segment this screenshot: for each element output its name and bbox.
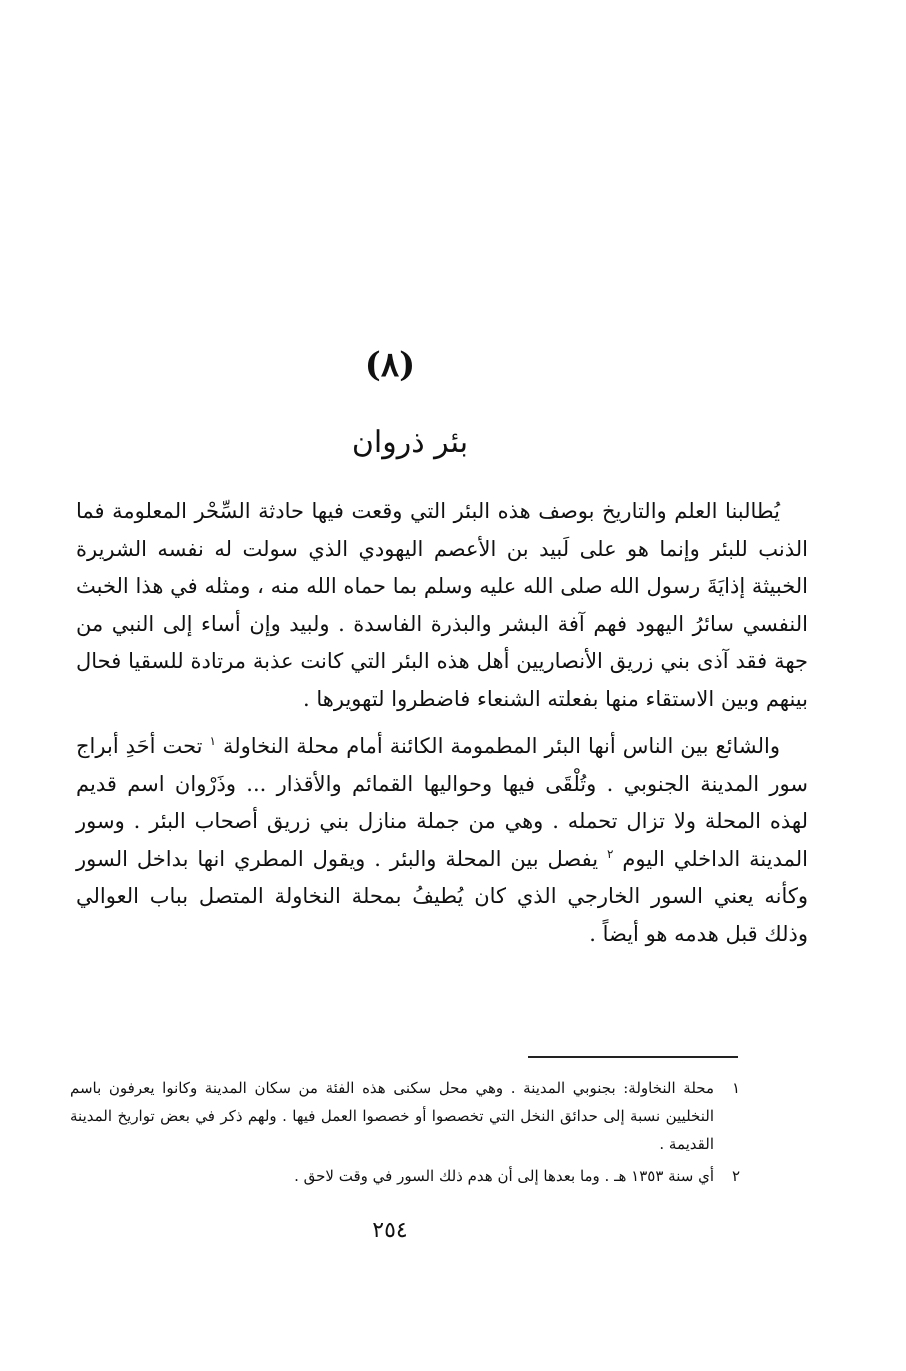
page-number: ٢٥٤ (372, 1218, 408, 1243)
footnote-1-text: محلة النخاولة: بجنوبي المدينة . وهي محل سكنى هذه الفئة من سكان المدينة وكانوا يعرفون باسم النخليين نسبة إلى حدائق النخل التي تخصصوا أو خصصوا العمل فيها . ولهم ذكر في بعض تواريخ المدينة القديمة . (70, 1079, 714, 1153)
paragraph-2 (76, 728, 808, 953)
footnotes (70, 1074, 740, 1190)
paragraph-2-part-2: تحت أحَدِ أبراج سور المدينة الجنوبي . وتُلْقَى فيها وحواليها القمائم والأقذار ... وذَرْوان اسم قديم لهذه المحلة ولا تزال تحمله . وهي من جملة منازل بني زريق أصحاب البئر . وسور المدينة الداخلي اليوم (76, 734, 808, 871)
body-text (76, 493, 808, 953)
footnote-divider (528, 1056, 738, 1058)
chapter-number: (٨) (364, 345, 416, 385)
footnote-marker-2: ٢ (607, 846, 614, 861)
footnote-1 (70, 1074, 740, 1158)
footnote-2-number: ٢ (731, 1167, 740, 1185)
paragraph-1: يُطالبنا العلم والتاريخ بوصف هذه البئر التي وقعت فيها حادثة السِّحْر المعلومة فما الذنب للبئر وإنما هو على لَبيد بن الأعصم اليهودي الذي سولت له نفسه الشريرة الخبيثة إذايَةَ رسول الله صلى الله عليه وسلم بما حماه الله منه ، ومثله في هذا الخبث النفسي سائرُ اليهود فهم آفة البشر والبذرة الفاسدة . ولبيد وإن أساء إلى النبي من جهة فقد آذى بني زريق الأنصاريين أهل هذه البئر التي كانت عذبة مرتادة للسقيا فحال بينهم وبين الاستقاء منها بفعلته الشنعاء فاضطروا لتهويرها . (76, 499, 808, 711)
paragraph-2-part-1: والشائع بين الناس أنها البئر المطمومة الكائنة أمام محلة النخاولة (222, 734, 780, 758)
paragraph-2-part-3: يفصل بين المحلة والبئر . ويقول المطري انها بداخل السور وكأنه يعني السور الخارجي الذي كان يُطيفُ بمحلة النخاولة المتصل بباب العوالي وذلك قبل هدمه هو أيضاً . (76, 846, 808, 946)
footnote-1-number: ١ (731, 1079, 740, 1097)
footnote-marker-1: ١ (209, 734, 216, 748)
chapter-title: بئر ذروان (351, 425, 469, 460)
footnote-2 (70, 1162, 740, 1190)
footnote-2-text: أي سنة ١٣٥٣ هـ . وما بعدها إلى أن هدم ذلك السور في وقت لاحق . (294, 1167, 714, 1185)
